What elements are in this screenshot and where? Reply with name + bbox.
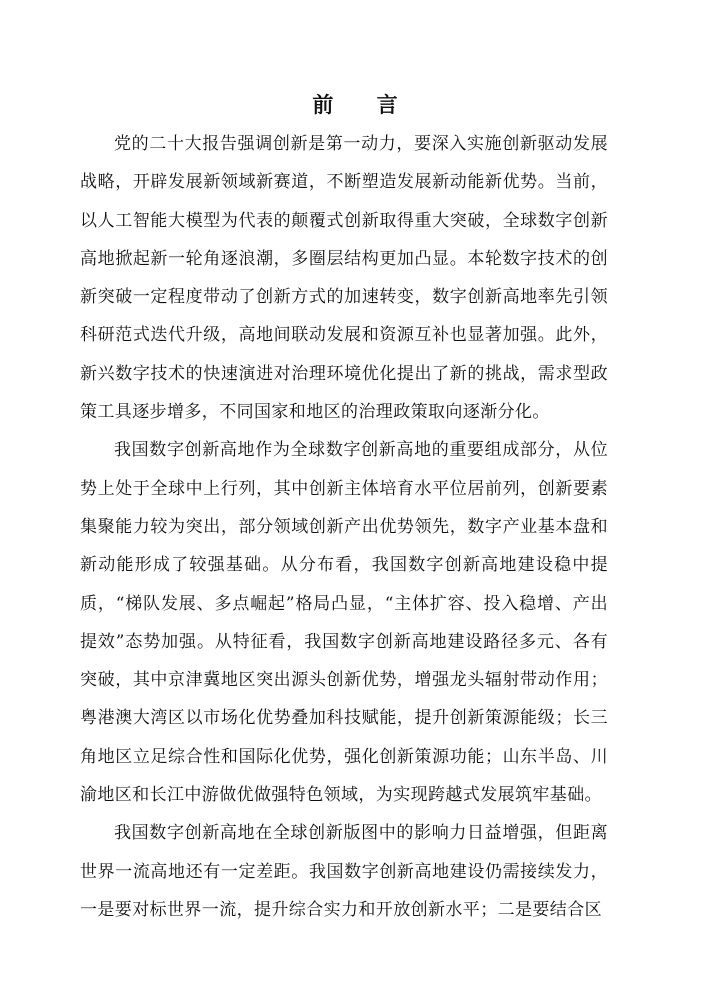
paragraph-1: 党的二十大报告强调创新是第一动力，要深入实施创新驱动发展战略，开辟发展新领域新赛道，不断塑造发展新动能新优势。当前，以人工智能大模型为代表的颠覆式创新取得重大突破，全球数字创新高地掀起新一轮角逐浪潮，多圈层结构更加凸显。本轮数字技术的创新突破一定程度带动了创新方式的加速转变，数字创新高地率先引领科研范式迭代升级，高地间联动发展和资源互补也显著加强。此外，新兴数字技术的快速演进对治理环境优化提出了新的挑战，需求型政策工具逐步增多，不同国家和地区的治理政策取向逐渐分化。 [80,134,608,423]
paragraph-2: 我国数字创新高地作为全球数字创新高地的重要组成部分，从位势上处于全球中上行列，其中创新主体培育水平位居前列，创新要素集聚能力较为突出，部分领域创新产出优势领先，数字产业基本盘和新动能形成了较强基础。从分布看，我国数字创新高地建设稳中提质，“梯队发展、多点崛起”格局凸显，“主体扩容、投入稳增、产出提效”态势加强。从特征看，我国数字创新高地建设路径多元、各有突破，其中京津冀地区突出源头创新优势，增强龙头辐射带动作用；粤港澳大湾区以市场化优势叠加科技赋能，提升创新策源能级；长三角地区立足综合性和国际化优势，强化创新策源功能；山东半岛、川渝地区和长江中游做优做强特色领域，为实现跨越式发展筑牢基础。 [80,440,608,806]
document-body [80,125,608,929]
paragraph-3: 我国数字创新高地在全球创新版图中的影响力日益增强，但距离世界一流高地还有一定差距。我国数字创新高地建设仍需接续发力，一是要对标世界一流，提升综合实力和开放创新水平；二是要结合区 [80,823,608,920]
page-title: 前 言 [312,92,416,117]
